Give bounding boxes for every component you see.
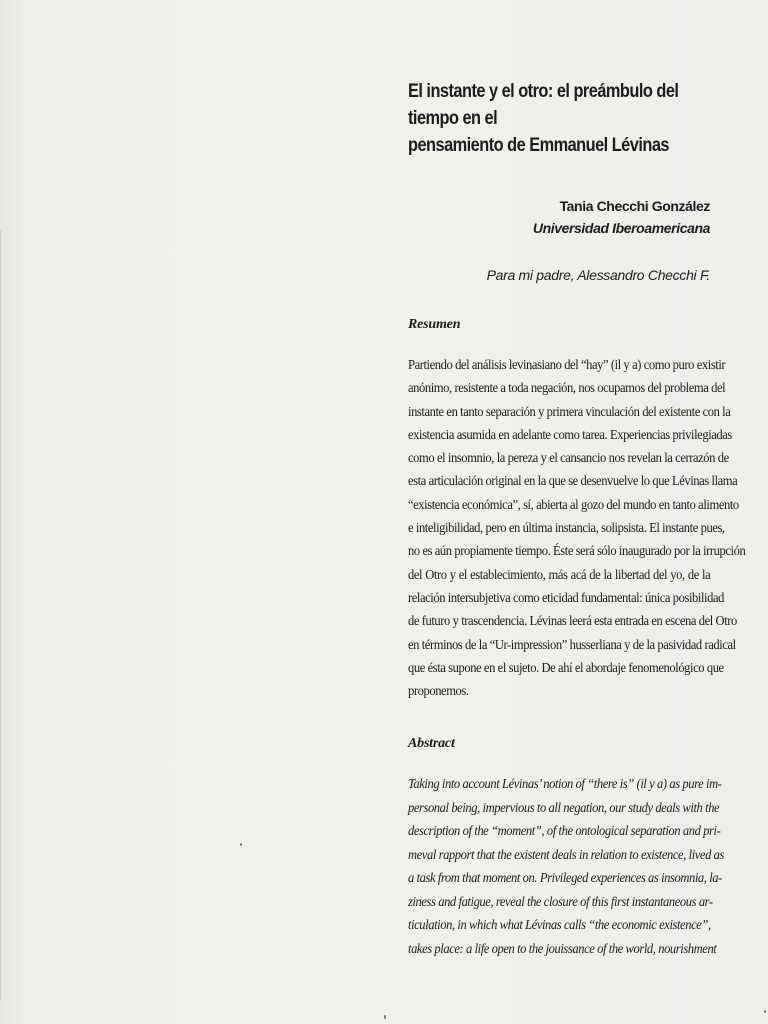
article-title (408, 78, 709, 159)
abstract-line: ticulation, in which what Lévinas calls “the economic existence”, (408, 917, 711, 933)
abstract-paragraph (408, 772, 724, 960)
resumen-line: proponemos. (408, 683, 469, 699)
resumen-line: de futuro y trascendencia. Lévinas leerá esta entrada en escena del Otro (408, 613, 737, 629)
resumen-heading: Resumen (408, 317, 461, 332)
author-affiliation: Universidad Iberoamericana (532, 220, 710, 236)
resumen-line: “existencia económica”, sí, abierta al gozo del mundo en tanto alimento (408, 496, 739, 512)
abstract-line: ziness and fatigue, reveal the closure of this first instantaneous ar- (408, 893, 713, 909)
abstract-heading: Abstract (408, 736, 455, 752)
resumen-line: anónimo, resistente a toda negación, nos ocupamos del problema del (408, 380, 726, 396)
title-line-1: El instante y el otro: el preámbulo del tiempo en el (408, 81, 679, 129)
title-line-2: pensamiento de Emmanuel Lévinas (408, 135, 669, 156)
resumen-line: del Otro y el establecimiento, más acá de la libertad del yo, de la (408, 566, 711, 582)
scan-speck (240, 843, 242, 846)
page-fold-shadow (0, 230, 13, 1000)
resumen-paragraph (408, 353, 746, 702)
abstract-line: Taking into account Lévinas’ notion of “there is” (il y a) as pure im- (408, 776, 722, 792)
author-name: Tania Checchi González (559, 198, 710, 214)
abstract-line: a task from that moment on. Privileged experiences as insomnia, la- (408, 870, 722, 886)
resumen-line: e inteligibilidad, pero en última instancia, solipsista. El instante pues, (408, 520, 725, 536)
author-block (408, 195, 710, 239)
abstract-line: personal being, impervious to all negation, our study deals with the (408, 799, 720, 815)
resumen-line: como el insomnio, la pereza y el cansancio nos revelan la cerrazón de (408, 450, 729, 466)
abstract-line: meval rapport that the existent deals in relation to existence, lived as (408, 846, 724, 862)
dedication: Para mi padre, Alessandro Checchi F. (486, 267, 710, 283)
resumen-line: que ésta supone en el sujeto. De ahí el abordaje fenomenológico que (408, 659, 724, 675)
scan-speck (764, 1010, 766, 1013)
resumen-line: en términos de la “Ur-impression” husserliana y de la pasividad radical (408, 636, 736, 652)
resumen-line: Partiendo del análisis levinasiano del “hay” (il y a) como puro existir (408, 357, 726, 372)
abstract-line: description of the “moment”, of the ontological separation and pri- (408, 823, 721, 839)
resumen-line: esta articulación original en la que se desenvuelve lo que Lévinas llama (408, 473, 738, 489)
resumen-line: relación intersubjetiva como eticidad fundamental: única posibilidad (408, 589, 724, 605)
resumen-line: no es aún propiamente tiempo. Éste será sólo inaugurado por la irrupción (408, 543, 746, 559)
scan-speck (384, 1015, 386, 1019)
abstract-line: takes place: a life open to the jouissance of the world, nourishment (408, 940, 717, 956)
resumen-line: instante en tanto separación y primera vinculación del existente con la (408, 403, 731, 419)
resumen-line: existencia asumida en adelante como tarea. Experiencias privilegiadas (408, 426, 732, 442)
article-content (408, 78, 746, 960)
